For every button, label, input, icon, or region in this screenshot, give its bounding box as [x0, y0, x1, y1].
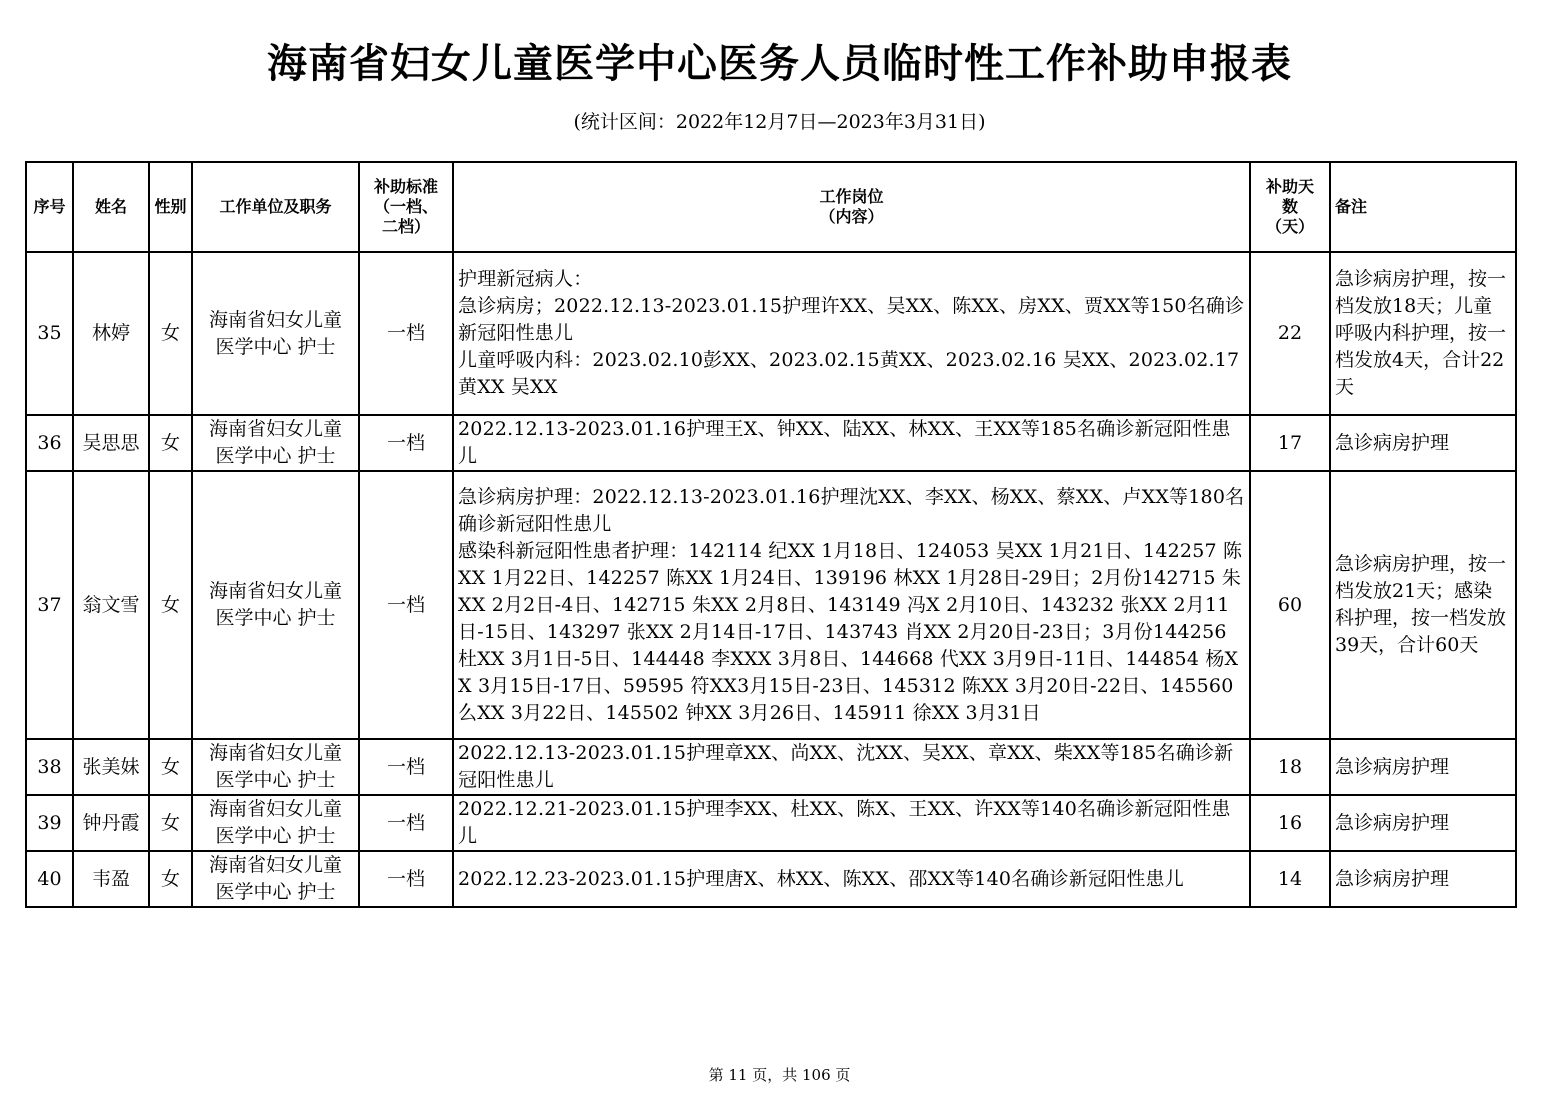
cell-gender: 女 — [149, 851, 192, 907]
header-gender: 性别 — [149, 162, 192, 252]
cell-standard: 一档 — [359, 739, 453, 795]
cell-job: 急诊病房护理：2022.12.13-2023.01.16护理沈XX、李XX、杨XX、蔡XX、卢XX等180名确诊新冠阳性患儿 感染科新冠阳性患者护理：142114 纪XX 1月18日、124053 吴XX 1月21日、142257 陈XX 1月22日、142257 陈XX 1月24日、139196 林XX 1月28日-29日；2月份142715 朱XX 2月2日-4日、142715 朱XX 2月8日、143149 冯X 2月10日、143232 张XX 2月11日-15日、143297 张XX 2月14日-17日、143743 肖XX 2月20日-23日；3月份144256 杜XX 3月1日-5日、144448 李XXX 3月8日、144668 代XX 3月9日-11日、144854 杨XX 3月15日-17日、59595 符XX3月15日-23日、145312 陈XX 3月20日-22日、145560 么XX 3月22日、145502 钟XX 3月26日、145911 徐XX 3月31日 — [453, 471, 1250, 739]
cell-note: 急诊病房护理，按一档发放21天；感染科护理，按一档发放39天，合计60天 — [1330, 471, 1516, 739]
table-row — [26, 795, 1516, 851]
cell-unit: 海南省妇女儿童 医学中心 护士 — [192, 739, 359, 795]
cell-seq: 38 — [26, 739, 73, 795]
cell-seq: 35 — [26, 252, 73, 415]
page-number: 第 11 页，共 106 页 — [708, 1066, 851, 1084]
cell-standard: 一档 — [359, 471, 453, 739]
cell-days: 18 — [1250, 739, 1330, 795]
cell-days: 16 — [1250, 795, 1330, 851]
cell-gender: 女 — [149, 471, 192, 739]
cell-note: 急诊病房护理 — [1330, 795, 1516, 851]
header-note: 备注 — [1330, 162, 1516, 252]
cell-name: 吴思思 — [73, 415, 149, 471]
cell-name: 钟丹霞 — [73, 795, 149, 851]
table-row — [26, 415, 1516, 471]
header-unit: 工作单位及职务 — [192, 162, 359, 252]
cell-seq: 36 — [26, 415, 73, 471]
header-seq: 序号 — [26, 162, 73, 252]
cell-name: 翁文雪 — [73, 471, 149, 739]
subsidy-table — [25, 161, 1517, 908]
cell-seq: 39 — [26, 795, 73, 851]
cell-job: 护理新冠病人： 急诊病房；2022.12.13-2023.01.15护理许XX、吴XX、陈XX、房XX、贾XX等150名确诊新冠阳性患儿 儿童呼吸内科：2023.02.10彭XX、2023.02.15黄XX、2023.02.16 吴XX、2023.02.17黄XX 吴XX — [453, 252, 1250, 415]
cell-seq: 37 — [26, 471, 73, 739]
cell-name: 林婷 — [73, 252, 149, 415]
cell-job: 2022.12.13-2023.01.16护理王X、钟XX、陆XX、林XX、王XX等185名确诊新冠阳性患儿 — [453, 415, 1250, 471]
cell-note: 急诊病房护理 — [1330, 851, 1516, 907]
table-row — [26, 471, 1516, 739]
cell-standard: 一档 — [359, 795, 453, 851]
cell-unit: 海南省妇女儿童 医学中心 护士 — [192, 851, 359, 907]
table-row — [26, 851, 1516, 907]
cell-days: 14 — [1250, 851, 1330, 907]
cell-days: 60 — [1250, 471, 1330, 739]
cell-days: 22 — [1250, 252, 1330, 415]
cell-unit: 海南省妇女儿童 医学中心 护士 — [192, 415, 359, 471]
table-row — [26, 252, 1516, 415]
cell-days: 17 — [1250, 415, 1330, 471]
cell-gender: 女 — [149, 739, 192, 795]
cell-standard: 一档 — [359, 851, 453, 907]
cell-name: 张美妹 — [73, 739, 149, 795]
header-name: 姓名 — [73, 162, 149, 252]
header-standard: 补助标准 （一档、 二档） — [359, 162, 453, 252]
page-title: 海南省妇女儿童医学中心医务人员临时性工作补助申报表 — [267, 41, 1292, 87]
cell-job: 2022.12.13-2023.01.15护理章XX、尚XX、沈XX、吴XX、章XX、柴XX等185名确诊新冠阳性患儿 — [453, 739, 1250, 795]
cell-standard: 一档 — [359, 415, 453, 471]
cell-note: 急诊病房护理 — [1330, 415, 1516, 471]
cell-standard: 一档 — [359, 252, 453, 415]
cell-gender: 女 — [149, 252, 192, 415]
table-row — [26, 739, 1516, 795]
cell-seq: 40 — [26, 851, 73, 907]
cell-note: 急诊病房护理，按一档发放18天；儿童呼吸内科护理，按一档发放4天，合计22天 — [1330, 252, 1516, 415]
cell-note: 急诊病房护理 — [1330, 739, 1516, 795]
cell-gender: 女 — [149, 415, 192, 471]
cell-name: 韦盈 — [73, 851, 149, 907]
cell-unit: 海南省妇女儿童 医学中心 护士 — [192, 252, 359, 415]
statistics-period: (统计区间：2022年12月7日—2023年3月31日) — [573, 111, 986, 133]
cell-job: 2022.12.23-2023.01.15护理唐X、林XX、陈XX、邵XX等140名确诊新冠阳性患儿 — [453, 851, 1250, 907]
header-days: 补助天 数 （天） — [1250, 162, 1330, 252]
header-job: 工作岗位 （内容） — [453, 162, 1250, 252]
cell-job: 2022.12.21-2023.01.15护理李XX、杜XX、陈X、王XX、许XX等140名确诊新冠阳性患儿 — [453, 795, 1250, 851]
table-header-row — [26, 162, 1516, 252]
cell-gender: 女 — [149, 795, 192, 851]
cell-unit: 海南省妇女儿童 医学中心 护士 — [192, 795, 359, 851]
cell-unit: 海南省妇女儿童 医学中心 护士 — [192, 471, 359, 739]
